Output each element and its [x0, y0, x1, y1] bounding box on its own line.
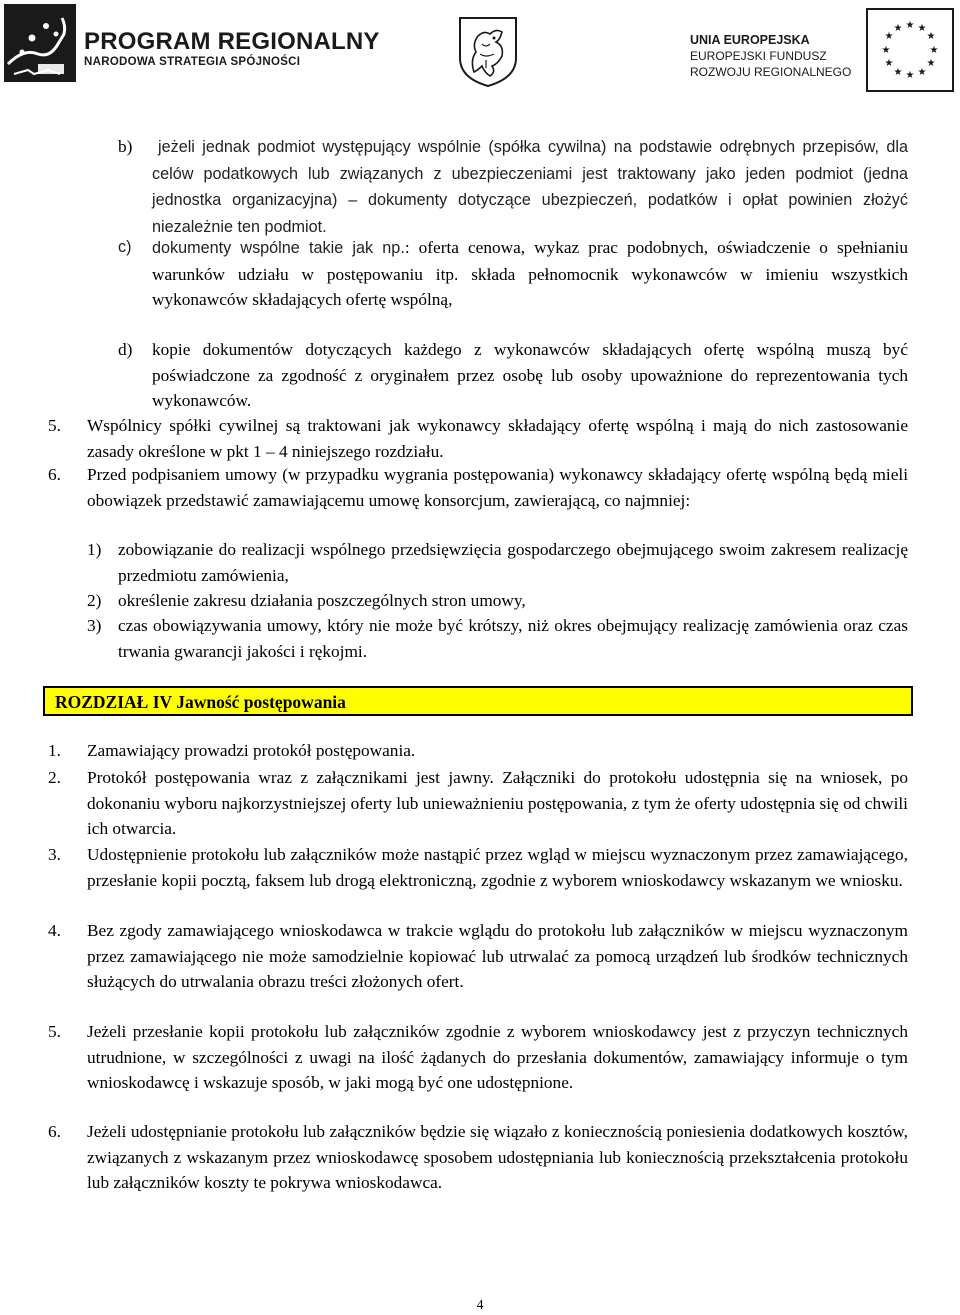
paragraph-6: Przed podpisaniem umowy (w przypadku wygrania postępowania) wykonawcy składający ofertę wspólną będą mieli obowiązek przedstawić zamawiającemu umowę konsorcjum, zawierającą, co najmniej: — [87, 465, 908, 510]
section-b-marker-2: 2. — [48, 768, 61, 787]
program-subtitle: NARODOWA STRATEGIA SPÓJNOŚCI — [84, 56, 301, 68]
list-marker-c: c) — [118, 238, 132, 256]
section-b-marker-4: 4. — [48, 921, 61, 940]
list-item-d: kopie dokumentów dotyczących każdego z wykonawców składających ofertę wspólną muszą być poświadczone za zgodność z oryginałem przez osobę lub osoby upoważnione do reprezentowania tych wykonawców. — [152, 340, 908, 410]
sublist-item-1: zobowiązanie do realizacji wspólnego przedsięwzięcia gospodarczego obejmującego swoim zakresem realizację przedmiotu zamówienia, — [118, 540, 908, 585]
program-regionalny-logo-icon — [4, 4, 76, 82]
sublist-marker-3: 3) — [87, 616, 102, 635]
svg-text:★: ★ — [893, 67, 903, 78]
chapter-title: ROZDZIAŁ IV Jawność postępowania — [55, 692, 346, 712]
svg-text:★: ★ — [884, 58, 894, 69]
section-b-item-6: Jeżeli udostępnianie protokołu lub załączników będzie się wiązało z koniecznością poniesienia dodatkowych kosztów, związanych z wskazanym przez wnioskodawcę sposobem udostępniania lub koniecznością przekształcenia protokołu lub załączników koszty te pokrywa wnioskodawca. — [87, 1122, 908, 1192]
section-b-item-3: Udostępnienie protokołu lub załączników może nastąpić przez wgląd w miejscu wyznaczonym przez zamawiającego, przesłanie kopii pocztą, faksem lub drogą elektroniczną, zgodnie z wyborem wnioskodawcy wskazanym we wniosku. — [87, 845, 908, 890]
sublist-item-3: czas obowiązywania umowy, który nie może być krótszy, niż okres obejmujący realizację zamówienia oraz czas trwania gwarancji jakości i rękojmi. — [118, 616, 908, 661]
program-title-block — [84, 30, 380, 70]
section-b-item-1: Zamawiający prowadzi protokół postępowania. — [87, 741, 416, 760]
paragraph-5: Wspólnicy spółki cywilnej są traktowani jak wykonawcy składający ofertę wspólną i mają do nich zastosowanie zasady określone w pkt 1 – 4 niniejszego rozdziału. — [87, 416, 908, 461]
svg-text:★: ★ — [884, 31, 894, 42]
sublist-marker-1: 1) — [87, 540, 102, 559]
list-item-c-text: : oferta cenowa, wykaz prac podobnych, oświadczenie o spełnianiu warunków udziału w postępowaniu itp. składa pełnomocnik wykonawców w imieniu wszystkich wykonawców składających ofertę wspólną, — [152, 238, 908, 309]
paragraph-marker-5: 5. — [48, 416, 61, 435]
svg-text:★: ★ — [893, 23, 903, 34]
eu-line-3: ROZWOJU REGIONALNEGO — [690, 65, 852, 79]
section-b-marker-3: 3. — [48, 845, 61, 864]
page-number: 4 — [476, 1298, 484, 1313]
eu-line-1: UNIA EUROPEJSKA — [690, 33, 810, 47]
list-item-b-text: jeżeli jednak podmiot występujący wspólnie (spółka cywilna) na podstawie odrębnych przepisów, dla celów podatkowych lub związanych z ubezpieczeniami jest traktowany jako jeden podmiot (jedna jednostka organizacyjna) – dokumenty dotyczące ubezpieczeń, podatków i opłat powinien złożyć niezależnie ten podmiot. — [152, 138, 908, 236]
sublist-marker-2: 2) — [87, 591, 102, 610]
eu-text-block — [690, 32, 858, 80]
paragraph-marker-6: 6. — [48, 465, 61, 484]
svg-text:★: ★ — [881, 45, 891, 56]
section-b-item-4: Bez zgody zamawiającego wnioskodawca w trakcie wglądu do protokołu lub załączników w miejscu wyznaczonym przez zamawiającego nie może samodzielnie kopiować lub utrwalać za pomocą urządzeń lub środków technicznych służących do utrwalania obrazu treści złożonych ofert. — [87, 921, 908, 991]
section-b-marker-6: 6. — [48, 1122, 61, 1141]
chapter-heading — [43, 686, 913, 716]
griffin-crest-icon — [456, 14, 520, 90]
section-b-item-2: Protokół postępowania wraz z załącznikami jest jawny. Załączniki do protokołu udostępnia się na wniosek, po dokonaniu wyboru najkorzystniejszej oferty lub unieważnieniu postępowania, z tym że oferty udostępnia się od chwili ich otwarcia. — [87, 768, 908, 838]
program-title: PROGRAM REGIONALNY — [84, 28, 380, 55]
list-marker-b: b) — [118, 137, 133, 156]
svg-text:★: ★ — [926, 58, 936, 69]
svg-text:★: ★ — [929, 45, 939, 56]
list-item-c — [152, 235, 908, 313]
svg-text:★: ★ — [926, 31, 936, 42]
svg-text:★: ★ — [905, 20, 915, 31]
svg-text:★: ★ — [917, 23, 927, 34]
section-b-item-5: Jeżeli przesłanie kopii protokołu lub załączników zgodnie z wyborem wnioskodawcy jest z przyczyn technicznych utrudnione, w szczególności z uwagi na ilość żądanych do przesłania dokumentów, zamawiający informuje o tym wnioskodawcę i wskazuje sposób, w jaki mogą być one udostępnione. — [87, 1022, 908, 1092]
svg-text:★: ★ — [905, 70, 915, 81]
eu-line-2: EUROPEJSKI FUNDUSZ — [690, 49, 827, 63]
page-header — [0, 0, 960, 100]
section-b-marker-1: 1. — [48, 741, 61, 760]
list-item-c-sans: dokumenty wspólne takie jak np. — [152, 239, 405, 257]
eu-flag-icon — [866, 8, 954, 92]
section-b-marker-5: 5. — [48, 1022, 61, 1041]
list-marker-d: d) — [118, 340, 133, 359]
svg-text:★: ★ — [917, 67, 927, 78]
list-item-b — [152, 134, 908, 240]
sublist-item-2: określenie zakresu działania poszczególnych stron umowy, — [118, 591, 526, 610]
